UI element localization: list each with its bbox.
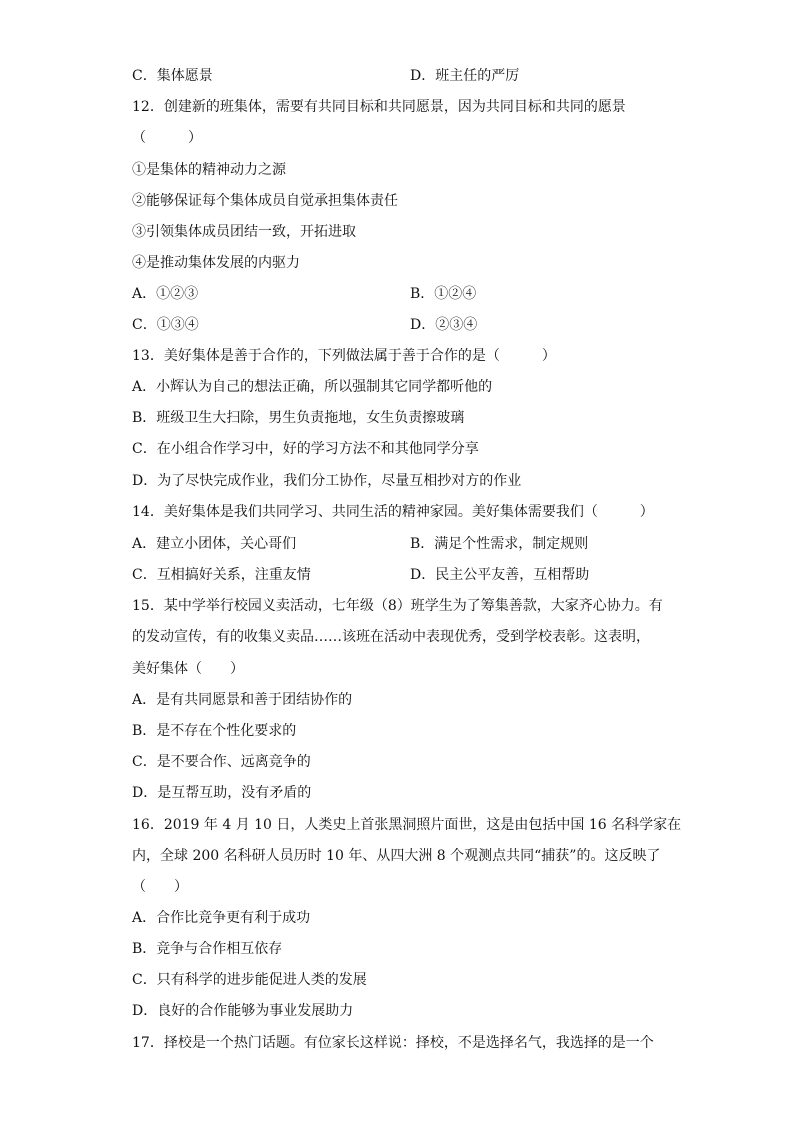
q13-option-b: B．班级卫生大扫除，男生负责拖地，女生负责擦玻璃	[132, 410, 465, 426]
q16-option-d: D．良好的合作能够为事业发展助力	[132, 1003, 354, 1019]
q11-option-c: C．集体愿景	[132, 68, 213, 84]
q13-option-a: A．小辉认为自己的想法正确，所以强制其它同学都听他的	[132, 379, 493, 395]
q14-option-d: D．民主公平友善，互相帮助	[410, 567, 590, 583]
q11-option-d: D．班主任的严厉	[410, 68, 520, 84]
q16-option-b: B．竞争与合作相互依存	[132, 941, 283, 957]
q13-option-d: D．为了尽快完成作业，我们分工协作，尽量互相抄对方的作业	[132, 473, 522, 489]
q12-option-b: B．①②④	[410, 286, 477, 302]
q13-stem: 13．美好集体是善于合作的，下列做法属于善于合作的是（ ）	[132, 348, 556, 364]
q16-option-c: C．只有科学的进步能促进人类的发展	[132, 972, 367, 988]
q12-option-a: A．①②③	[132, 286, 199, 302]
q12-stem: 12．创建新的班集体，需要有共同目标和共同愿景，因为共同目标和共同的愿景	[132, 99, 626, 115]
q12-item-2: ②能够保证每个集体成员自觉承担集体责任	[132, 193, 398, 209]
q13-option-c: C．在小组合作学习中，好的学习方法不和其他同学分享	[132, 441, 479, 457]
q16-answer-paren: （ ）	[132, 879, 188, 895]
q15-option-d: D．是互帮互助，没有矛盾的	[132, 785, 312, 801]
q15-option-c: C．是不要合作、远离竞争的	[132, 754, 311, 770]
q12-item-1: ①是集体的精神动力之源	[132, 162, 286, 178]
q14-stem: 14．美好集体是我们共同学习、共同生活的精神家园。美好集体需要我们（ ）	[132, 504, 654, 520]
q15-stem-line-3: 美好集体（ ）	[132, 661, 244, 677]
q16-option-a: A．合作比竞争更有利于成功	[132, 910, 311, 926]
q17-stem-line-1: 17．择校是一个热门话题。有位家长这样说：择校，不是选择名气，我选择的是一个	[132, 1035, 654, 1051]
q12-item-4: ④是推动集体发展的内驱力	[132, 255, 300, 271]
q12-option-d: D．②③④	[410, 317, 478, 333]
q16-stem-line-2: 内，全球 200 名科研人员历时 10 年、从四大洲 8 个观测点共同“捕获”的。这反映了	[132, 848, 661, 864]
q15-stem-line-1: 15．某中学举行校园义卖活动，七年级（8）班学生为了筹集善款，大家齐心协力。有	[132, 598, 663, 614]
q14-option-b: B．满足个性需求，制定规则	[410, 536, 589, 552]
q14-option-a: A．建立小团体，关心哥们	[132, 536, 297, 552]
q12-item-3: ③引领集体成员团结一致，开拓进取	[132, 224, 356, 240]
q12-option-c: C．①③④	[132, 317, 199, 333]
q15-option-b: B．是不存在个性化要求的	[132, 723, 297, 739]
q16-stem-line-1: 16．2019 年 4 月 10 日，人类史上首张黑洞照片面世，这是由包括中国 16 名科学家在	[132, 817, 682, 833]
q15-option-a: A．是有共同愿景和善于团结协作的	[132, 692, 353, 708]
q14-option-c: C．互相搞好关系，注重友情	[132, 567, 311, 583]
q12-answer-paren: （ ）	[132, 130, 202, 146]
q15-stem-line-2: 的发动宣传，有的收集义卖品……该班在活动中表现优秀，受到学校表彰。这表明，	[132, 629, 650, 645]
